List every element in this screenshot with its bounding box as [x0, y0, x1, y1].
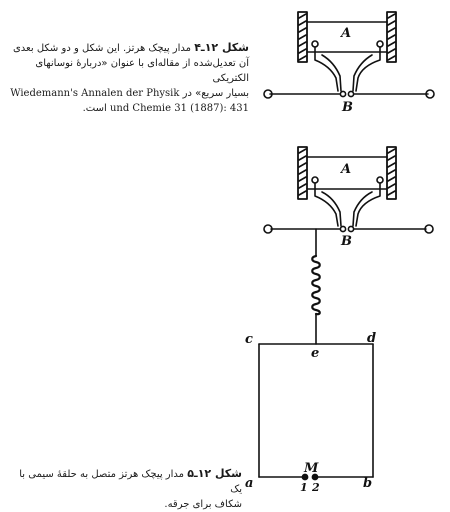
- label-gap-1: 1: [300, 481, 308, 494]
- lead-wire-inner-right: [353, 55, 372, 91]
- caption-line: آن تعدیل‌شده از مقاله‌ای با عنوان «دربارهٔ نوسانهای الکتریکی: [35, 58, 249, 84]
- coil-left-endcap: [298, 12, 307, 62]
- journal-reference: und Chemie 31 (1887): 431: [109, 103, 249, 114]
- label-point-e: e: [311, 346, 320, 361]
- inductor-coil: [312, 256, 320, 314]
- spark-gap-ball-left: [340, 91, 345, 96]
- lead-wire-inner-right: [353, 192, 372, 226]
- spark-gap-ball-right: [348, 91, 353, 96]
- label-coil: A: [341, 162, 352, 177]
- coil-terminal-left: [312, 177, 318, 183]
- label-spark-gap: B: [341, 234, 352, 249]
- spark-gap-ball-right: [348, 226, 353, 231]
- lead-wire-right: [356, 47, 380, 91]
- label-micrometer-M: M: [304, 461, 319, 476]
- figure-number: شکل ۱۲ـ۵: [187, 467, 242, 480]
- coil-terminal-right: [377, 41, 383, 47]
- figure-number: شکل ۱۲ـ۴: [194, 41, 249, 54]
- label-gap-2: 2: [312, 481, 320, 494]
- caption-text: است.: [82, 103, 107, 114]
- coil-left-endcap: [298, 147, 307, 199]
- label-corner-b: b: [363, 476, 373, 491]
- label-corner-c: c: [245, 332, 253, 347]
- hertz-coil-diagram-bottom: [259, 147, 433, 480]
- label-corner-d: d: [367, 331, 377, 346]
- caption-text: مدار پیچک هرتز. این شکل و دو شکل بعدی: [12, 43, 192, 54]
- lead-wire-inner-left: [322, 55, 341, 91]
- coil-terminal-left: [312, 41, 318, 47]
- coil-right-endcap: [387, 147, 396, 199]
- label-spark-gap: B: [342, 100, 353, 115]
- lead-wire-inner-left: [322, 192, 341, 226]
- hertz-coil-diagram-top: [264, 12, 434, 98]
- coil-terminal-right: [377, 177, 383, 183]
- caption-text: بسیار سریع» در: [182, 88, 249, 99]
- caption-line: شکاف برای جرقه.: [164, 499, 242, 510]
- label-coil: A: [341, 26, 352, 41]
- coil-right-endcap: [387, 12, 396, 62]
- lead-wire-left: [315, 47, 338, 91]
- journal-name: Wiedemann's Annalen der Physik: [10, 88, 180, 99]
- spark-gap-ball-left: [340, 226, 345, 231]
- label-corner-a: a: [245, 476, 254, 491]
- caption-text: مدار پیچک هرتز متصل به حلقهٔ سیمی با یک: [19, 469, 242, 495]
